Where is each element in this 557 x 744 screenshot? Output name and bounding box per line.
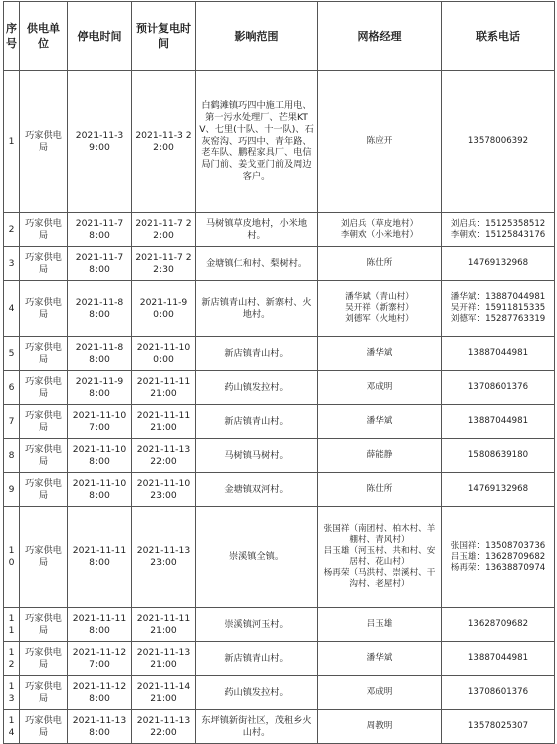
cell-end-time: 2021-11-11 21:00 bbox=[132, 371, 196, 405]
cell-end-time: 2021-11-7 22:00 bbox=[132, 213, 196, 247]
cell-no: 4 bbox=[4, 281, 20, 337]
cell-unit: 巧家供电局 bbox=[20, 473, 68, 507]
cell-phone: 14769132968 bbox=[442, 473, 555, 507]
table-row bbox=[4, 213, 555, 247]
cell-end-time: 2021-11-13 23:00 bbox=[132, 507, 196, 608]
table-row bbox=[4, 676, 555, 710]
cell-manager: 薛能静 bbox=[318, 439, 442, 473]
cell-scope: 白鹤滩镇巧四中施工用电、第一污水处理厂、芒果KTV、七里(十队、十一队)、石灰窑沟、巧四中、青年路、老车队、鹏程家具厂、电信局门前、姜戈亚门前及周边客户。 bbox=[196, 71, 318, 213]
cell-scope: 药山镇发拉村。 bbox=[196, 676, 318, 710]
cell-unit: 巧家供电局 bbox=[20, 213, 68, 247]
cell-unit: 巧家供电局 bbox=[20, 642, 68, 676]
cell-no: 10 bbox=[4, 507, 20, 608]
cell-manager: 陈应开 bbox=[318, 71, 442, 213]
cell-scope: 崇溪镇全镇。 bbox=[196, 507, 318, 608]
cell-start-time: 2021-11-10 8:00 bbox=[68, 473, 132, 507]
table-row bbox=[4, 642, 555, 676]
cell-unit: 巧家供电局 bbox=[20, 337, 68, 371]
cell-start-time: 2021-11-13 8:00 bbox=[68, 710, 132, 744]
header-scope: 影响范围 bbox=[196, 2, 318, 71]
cell-start-time: 2021-11-10 7:00 bbox=[68, 405, 132, 439]
cell-no: 5 bbox=[4, 337, 20, 371]
cell-end-time: 2021-11-14 21:00 bbox=[132, 676, 196, 710]
cell-phone: 13708601376 bbox=[442, 371, 555, 405]
cell-manager: 潘华斌（青山村） 吴开祥（新寨村） 刘德军（火地村） bbox=[318, 281, 442, 337]
cell-manager: 陈仕所 bbox=[318, 473, 442, 507]
cell-manager: 周教明 bbox=[318, 710, 442, 744]
cell-phone: 14769132968 bbox=[442, 247, 555, 281]
cell-phone: 13628709682 bbox=[442, 608, 555, 642]
cell-phone: 13708601376 bbox=[442, 676, 555, 710]
cell-no: 12 bbox=[4, 642, 20, 676]
cell-no: 6 bbox=[4, 371, 20, 405]
cell-manager: 邓成明 bbox=[318, 676, 442, 710]
table-row bbox=[4, 473, 555, 507]
cell-no: 1 bbox=[4, 71, 20, 213]
table-row bbox=[4, 507, 555, 608]
table-row bbox=[4, 371, 555, 405]
cell-manager: 邓成明 bbox=[318, 371, 442, 405]
outage-table bbox=[3, 1, 555, 744]
cell-end-time: 2021-11-10 0:00 bbox=[132, 337, 196, 371]
cell-scope: 金塘镇双河村。 bbox=[196, 473, 318, 507]
cell-start-time: 2021-11-7 8:00 bbox=[68, 213, 132, 247]
cell-phone: 13887044981 bbox=[442, 642, 555, 676]
table-row bbox=[4, 71, 555, 213]
cell-end-time: 2021-11-13 21:00 bbox=[132, 642, 196, 676]
cell-unit: 巧家供电局 bbox=[20, 405, 68, 439]
cell-manager: 张国祥（南团村、柏木村、羊棚村、青风村） 吕玉雄（河玉村、共和村、安居村、花山村） 杨再荣（马洪村、崇溪村、干沟村、老屋村） bbox=[318, 507, 442, 608]
cell-scope: 新店镇青山村。 bbox=[196, 405, 318, 439]
cell-scope: 东坪镇新街社区，茂租乡火山村。 bbox=[196, 710, 318, 744]
cell-unit: 巧家供电局 bbox=[20, 608, 68, 642]
cell-start-time: 2021-11-12 8:00 bbox=[68, 676, 132, 710]
table-row bbox=[4, 710, 555, 744]
header-manager: 网格经理 bbox=[318, 2, 442, 71]
header-row bbox=[4, 2, 555, 71]
cell-unit: 巧家供电局 bbox=[20, 676, 68, 710]
cell-start-time: 2021-11-10 8:00 bbox=[68, 439, 132, 473]
cell-unit: 巧家供电局 bbox=[20, 247, 68, 281]
cell-phone: 潘华斌：13887044981 吴开祥：15911815335 刘德军：15287763319 bbox=[442, 281, 555, 337]
cell-phone: 13887044981 bbox=[442, 405, 555, 439]
cell-end-time: 2021-11-11 21:00 bbox=[132, 405, 196, 439]
cell-start-time: 2021-11-8 8:00 bbox=[68, 281, 132, 337]
header-end: 预计复电时间 bbox=[132, 2, 196, 71]
cell-no: 7 bbox=[4, 405, 20, 439]
header-phone: 联系电话 bbox=[442, 2, 555, 71]
header-unit: 供电单位 bbox=[20, 2, 68, 71]
cell-end-time: 2021-11-11 21:00 bbox=[132, 608, 196, 642]
cell-manager: 吕玉雄 bbox=[318, 608, 442, 642]
cell-no: 3 bbox=[4, 247, 20, 281]
cell-no: 9 bbox=[4, 473, 20, 507]
cell-end-time: 2021-11-7 22:30 bbox=[132, 247, 196, 281]
cell-start-time: 2021-11-12 7:00 bbox=[68, 642, 132, 676]
table-row bbox=[4, 405, 555, 439]
cell-no: 8 bbox=[4, 439, 20, 473]
cell-no: 14 bbox=[4, 710, 20, 744]
cell-unit: 巧家供电局 bbox=[20, 371, 68, 405]
cell-phone: 张国祥：13508703736 吕玉雄：13628709682 杨再荣：13638870974 bbox=[442, 507, 555, 608]
cell-scope: 新店镇青山村。 bbox=[196, 642, 318, 676]
cell-phone: 刘启兵：15125358512 李朝欢：15125843176 bbox=[442, 213, 555, 247]
cell-manager: 潘华斌 bbox=[318, 405, 442, 439]
cell-scope: 新店镇青山村。 bbox=[196, 337, 318, 371]
cell-end-time: 2021-11-13 22:00 bbox=[132, 439, 196, 473]
cell-phone: 13578025307 bbox=[442, 710, 555, 744]
cell-start-time: 2021-11-8 8:00 bbox=[68, 337, 132, 371]
cell-manager: 潘华斌 bbox=[318, 337, 442, 371]
header-start: 停电时间 bbox=[68, 2, 132, 71]
cell-no: 2 bbox=[4, 213, 20, 247]
table-row bbox=[4, 337, 555, 371]
cell-unit: 巧家供电局 bbox=[20, 507, 68, 608]
table-row bbox=[4, 281, 555, 337]
cell-phone: 13578006392 bbox=[442, 71, 555, 213]
cell-start-time: 2021-11-9 8:00 bbox=[68, 371, 132, 405]
cell-end-time: 2021-11-3 22:00 bbox=[132, 71, 196, 213]
cell-scope: 金塘镇仁和村、梨树村。 bbox=[196, 247, 318, 281]
cell-end-time: 2021-11-9 0:00 bbox=[132, 281, 196, 337]
cell-manager: 刘启兵（草皮地村） 李朝欢（小米地村） bbox=[318, 213, 442, 247]
cell-unit: 巧家供电局 bbox=[20, 710, 68, 744]
cell-no: 11 bbox=[4, 608, 20, 642]
cell-manager: 潘华斌 bbox=[318, 642, 442, 676]
table-row bbox=[4, 247, 555, 281]
cell-unit: 巧家供电局 bbox=[20, 71, 68, 213]
cell-unit: 巧家供电局 bbox=[20, 439, 68, 473]
header-no: 序号 bbox=[4, 2, 20, 71]
cell-start-time: 2021-11-3 9:00 bbox=[68, 71, 132, 213]
cell-scope: 崇溪镇河玉村。 bbox=[196, 608, 318, 642]
cell-no: 13 bbox=[4, 676, 20, 710]
table-row bbox=[4, 608, 555, 642]
cell-unit: 巧家供电局 bbox=[20, 281, 68, 337]
cell-phone: 13887044981 bbox=[442, 337, 555, 371]
cell-scope: 马树镇马树村。 bbox=[196, 439, 318, 473]
cell-end-time: 2021-11-10 23:00 bbox=[132, 473, 196, 507]
cell-scope: 马树镇草皮地村，小米地村。 bbox=[196, 213, 318, 247]
cell-scope: 新店镇青山村、新寨村、火地村。 bbox=[196, 281, 318, 337]
cell-start-time: 2021-11-7 8:00 bbox=[68, 247, 132, 281]
table-row bbox=[4, 439, 555, 473]
cell-phone: 15808639180 bbox=[442, 439, 555, 473]
cell-start-time: 2021-11-11 8:00 bbox=[68, 608, 132, 642]
cell-start-time: 2021-11-11 8:00 bbox=[68, 507, 132, 608]
cell-manager: 陈仕所 bbox=[318, 247, 442, 281]
cell-scope: 药山镇发拉村。 bbox=[196, 371, 318, 405]
cell-end-time: 2021-11-13 22:00 bbox=[132, 710, 196, 744]
